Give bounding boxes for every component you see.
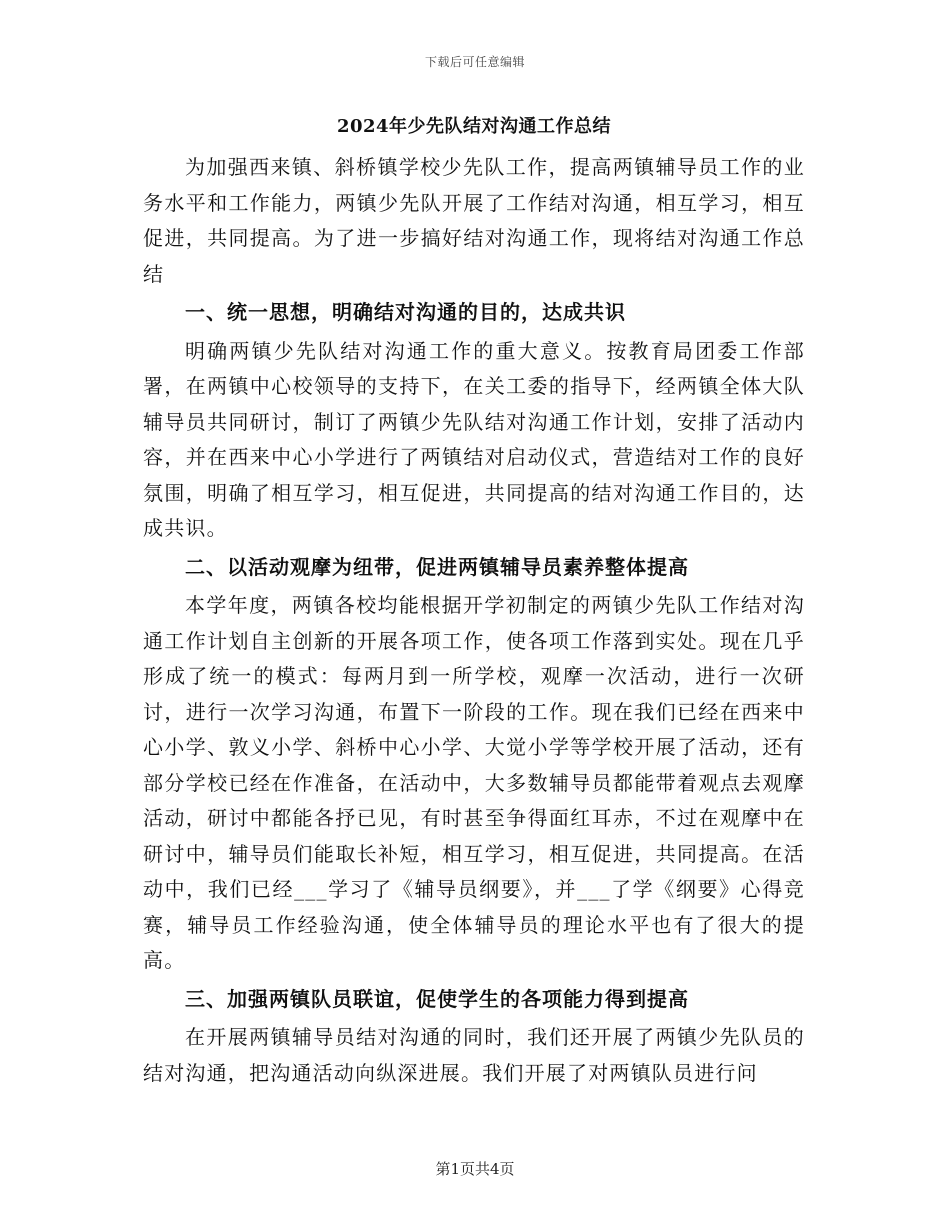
document-title: 2024年少先队结对沟通工作总结 <box>336 116 612 137</box>
section-1-body: 明确两镇少先队结对沟通工作的重大意义。按教育局团委工作部署，在两镇中心校领导的支持下，在关工委的指导下，经两镇全体大队辅导员共同研讨，制订了两镇少先队结对沟通工作计划，安排了活动内容，并在西来中心小学进行了两镇结对启动仪式，营造结对工作的良好氛围，明确了相互学习，相互促进，共同提高的结对沟通工作目的，达成共识。 <box>143 338 805 540</box>
page-number: 第1页共4页 <box>435 1160 515 1178</box>
section-3-body: 在开展两镇辅导员结对沟通的同时，我们还开展了两镇少先队员的结对沟通，把沟通活动向纵深进展。我们开展了对两镇队员进行问 <box>143 1025 805 1085</box>
section-2-body: 本学年度，两镇各校均能根据开学初制定的两镇少先队工作结对沟通工作计划自主创新的开展各项工作，使各项工作落到实处。现在几乎形成了统一的模式：每两月到一所学校，观摩一次活动，进行一次研讨，进行一次学习沟通，布置下一阶段的工作。现在我们已经在西来中心小学、敦义小学、斜桥中心小学、大觉小学等学校开展了活动，还有部分学校已经在作准备，在活动中，大多数辅导员都能带着观点去观摩活动，研讨中都能各抒已见，有时甚至争得面红耳赤，不过在观摩中在研讨中，辅导员们能取长补短，相互学习，相互促进，共同提高。在活动中，我们已经___学习了《辅导员纲要》，并___了学《纲要》心得竞赛，辅导员工作经验沟通，使全体辅导员的理论水平也有了很大的提高。 <box>143 593 805 972</box>
section-2-heading: 二、以活动观摩为纽带，促进两镇辅导员素养整体提高 <box>185 554 689 579</box>
page-header-note: 下载后可任意编辑 <box>424 55 525 69</box>
section-1-heading: 一、统一思想，明确结对沟通的目的，达成共识 <box>185 300 626 324</box>
document-body <box>143 112 805 1091</box>
intro-paragraph: 为加强西来镇、斜桥镇学校少先队工作，提高两镇辅导员工作的业务水平和工作能力，两镇少先队开展了工作结对沟通，相互学习，相互促进，共同提高。为了进一步搞好结对沟通工作，现将结对沟通工作总结 <box>143 155 805 286</box>
section-3-heading: 三、加强两镇队员联谊，促使学生的各项能力得到提高 <box>185 986 689 1011</box>
